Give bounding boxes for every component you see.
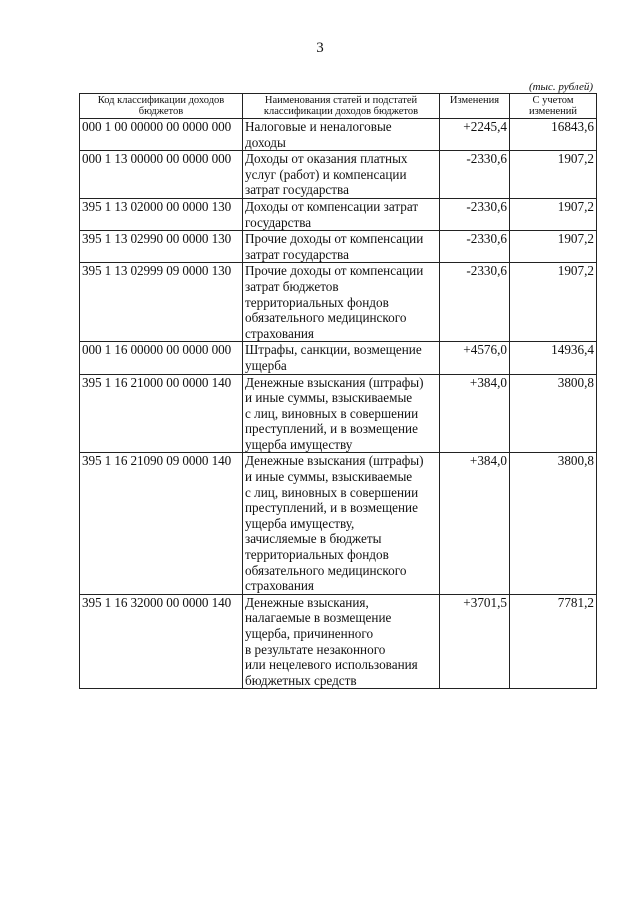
row-code: 395 1 13 02000 00 0000 130 (80, 198, 243, 230)
row-total: 1907,2 (510, 231, 597, 263)
row-name: Денежные взыскания (штрафы) и иные суммы, взыскиваемые с лиц, виновных в совершении преступлений, и в возмещение ущерба имуществу, зачисляемые в бюджеты территориальных фондов обязательного медицинского страхования (243, 453, 440, 594)
row-delta: -2330,6 (440, 263, 510, 342)
row-name: Доходы от компенсации затрат государства (243, 198, 440, 230)
row-code: 395 1 16 21090 09 0000 140 (80, 453, 243, 594)
table-row (80, 374, 597, 453)
row-delta: +4576,0 (440, 342, 510, 374)
table-row (80, 198, 597, 230)
row-name: Денежные взыскания, налагаемые в возмещение ущерба, причиненного в результате незаконного или нецелевого использования бюджетных средств (243, 594, 440, 689)
row-delta: -2330,6 (440, 198, 510, 230)
row-code: 395 1 13 02999 09 0000 130 (80, 263, 243, 342)
row-delta: +384,0 (440, 374, 510, 453)
table-row (80, 342, 597, 374)
header-total: С учетом изменений (510, 94, 597, 119)
row-total: 16843,6 (510, 119, 597, 151)
row-code: 000 1 00 00000 00 0000 000 (80, 119, 243, 151)
row-total: 1907,2 (510, 263, 597, 342)
row-delta: -2330,6 (440, 151, 510, 199)
table-row (80, 151, 597, 199)
row-code: 395 1 16 21000 00 0000 140 (80, 374, 243, 453)
table-header-row (80, 94, 597, 119)
row-code: 000 1 16 00000 00 0000 000 (80, 342, 243, 374)
page-number: 3 (316, 40, 324, 56)
table-row (80, 453, 597, 594)
row-code: 395 1 16 32000 00 0000 140 (80, 594, 243, 689)
row-name: Штрафы, санкции, возмещение ущерба (243, 342, 440, 374)
row-delta: -2330,6 (440, 231, 510, 263)
table-row (80, 263, 597, 342)
row-total: 7781,2 (510, 594, 597, 689)
table-row (80, 231, 597, 263)
row-name: Прочие доходы от компенсации затрат бюджетов территориальных фондов обязательного медицинского страхования (243, 263, 440, 342)
row-name: Прочие доходы от компенсации затрат государства (243, 231, 440, 263)
header-name: Наименования статей и подстатей классификации доходов бюджетов (243, 94, 440, 119)
row-delta: +3701,5 (440, 594, 510, 689)
row-name: Денежные взыскания (штрафы) и иные суммы, взыскиваемые с лиц, виновных в совершении преступлений, и в возмещение ущерба имуществу (243, 374, 440, 453)
units-note: (тыс. рублей) (528, 81, 593, 93)
row-code: 000 1 13 00000 00 0000 000 (80, 151, 243, 199)
row-total: 1907,2 (510, 151, 597, 199)
header-code: Код классификации доходов бюджетов (80, 94, 243, 119)
row-total: 14936,4 (510, 342, 597, 374)
row-name: Доходы от оказания платных услуг (работ) и компенсации затрат государства (243, 151, 440, 199)
row-total: 3800,8 (510, 453, 597, 594)
budget-revenue-table (79, 93, 597, 689)
header-delta: Изменения (440, 94, 510, 119)
row-total: 1907,2 (510, 198, 597, 230)
row-code: 395 1 13 02990 00 0000 130 (80, 231, 243, 263)
row-delta: +2245,4 (440, 119, 510, 151)
row-delta: +384,0 (440, 453, 510, 594)
table-row (80, 119, 597, 151)
row-name: Налоговые и неналоговые доходы (243, 119, 440, 151)
table-row (80, 594, 597, 689)
row-total: 3800,8 (510, 374, 597, 453)
